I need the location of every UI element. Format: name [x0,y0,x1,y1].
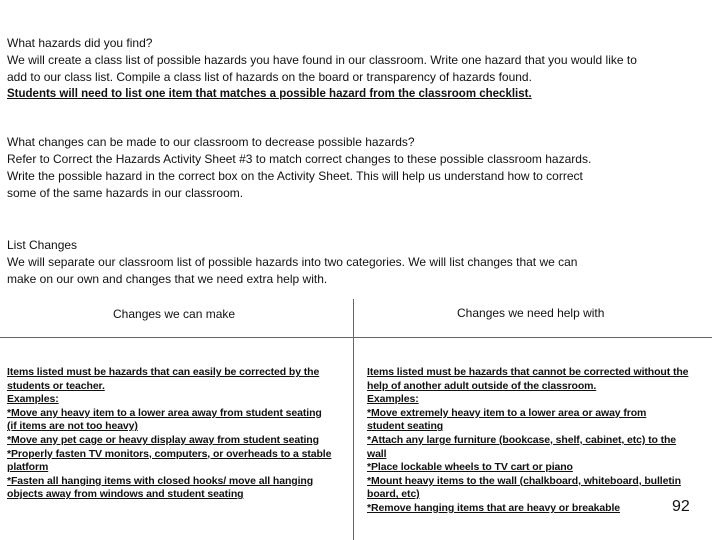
can-make-line: (if items are not too heavy) [7,420,138,433]
hazards-heading: What hazards did you find? [7,36,153,50]
need-help-line: Items listed must be hazards that cannot be corrected without the [367,366,689,378]
can-make-line: *Move any heavy item to a lower area away from student seating [7,406,322,419]
column-can-make [7,366,337,502]
hazards-emphasis: Students will need to list one item that matches a possible hazard from the classroom checklist. [7,88,532,100]
changes-line-2: Write the possible hazard in the correct box on the Activity Sheet. This will help us understand how to correct [7,169,583,183]
can-make-line: Items listed must be hazards that can easily be corrected by the [7,366,320,378]
changes-line-1: Refer to Correct the Hazards Activity Sheet #3 to match correct changes to these possible classroom hazards. [7,152,592,166]
list-changes-line-2: make on our own and changes that we need extra help with. [7,272,328,286]
table-horizontal-divider [0,337,712,338]
need-help-line: *Attach any large furniture (bookcase, shelf, cabinet, etc) to the [367,433,677,446]
can-make-line: platform [7,461,49,474]
need-help-line: *Move extremely heavy item to a lower area or away from [367,406,647,419]
column-header-can-make: Changes we can make [113,307,236,321]
can-make-line: students or teacher. [7,379,105,392]
changes-line-3: some of the same hazards in our classroom. [7,186,244,200]
need-help-line: help of another adult outside of the classroom. [367,379,597,392]
hazards-section [7,35,707,103]
can-make-line: *Fasten all hanging items with closed hooks/ move all hanging [7,474,314,487]
can-make-line: *Properly fasten TV monitors, computers, or overheads to a stable [7,447,332,460]
need-help-line: board, etc) [367,488,420,501]
need-help-line: student seating [367,420,444,433]
changes-heading: What changes can be made to our classroom to decrease possible hazards? [7,135,415,149]
column-need-help [367,366,702,516]
list-changes-section [7,237,707,288]
can-make-line: objects away from windows and student seating [7,488,244,501]
need-help-line: *Remove hanging items that are heavy or breakable [367,501,621,514]
can-make-line: *Move any pet cage or heavy display away from student seating [7,433,319,446]
hazards-line-2: add to our class list. Compile a class list of hazards on the board or transparency of hazards found. [7,70,532,84]
column-header-need-help: Changes we need help with [457,306,605,320]
table-vertical-divider [353,299,354,540]
list-changes-line-1: We will separate our classroom list of possible hazards into two categories. We will list changes that we can [7,255,578,269]
list-changes-heading: List Changes [7,238,78,252]
need-help-line: Examples: [367,393,419,406]
page-number: 92 [672,498,690,515]
can-make-line: Examples: [7,393,59,406]
need-help-line: *Place lockable wheels to TV cart or piano [367,461,573,474]
need-help-line: *Mount heavy items to the wall (chalkboard, whiteboard, bulletin [367,474,681,487]
changes-section [7,134,707,202]
need-help-line: wall [367,447,387,460]
hazards-line-1: We will create a class list of possible hazards you have found in our classroom. Write one hazard that you would like to [7,53,637,67]
